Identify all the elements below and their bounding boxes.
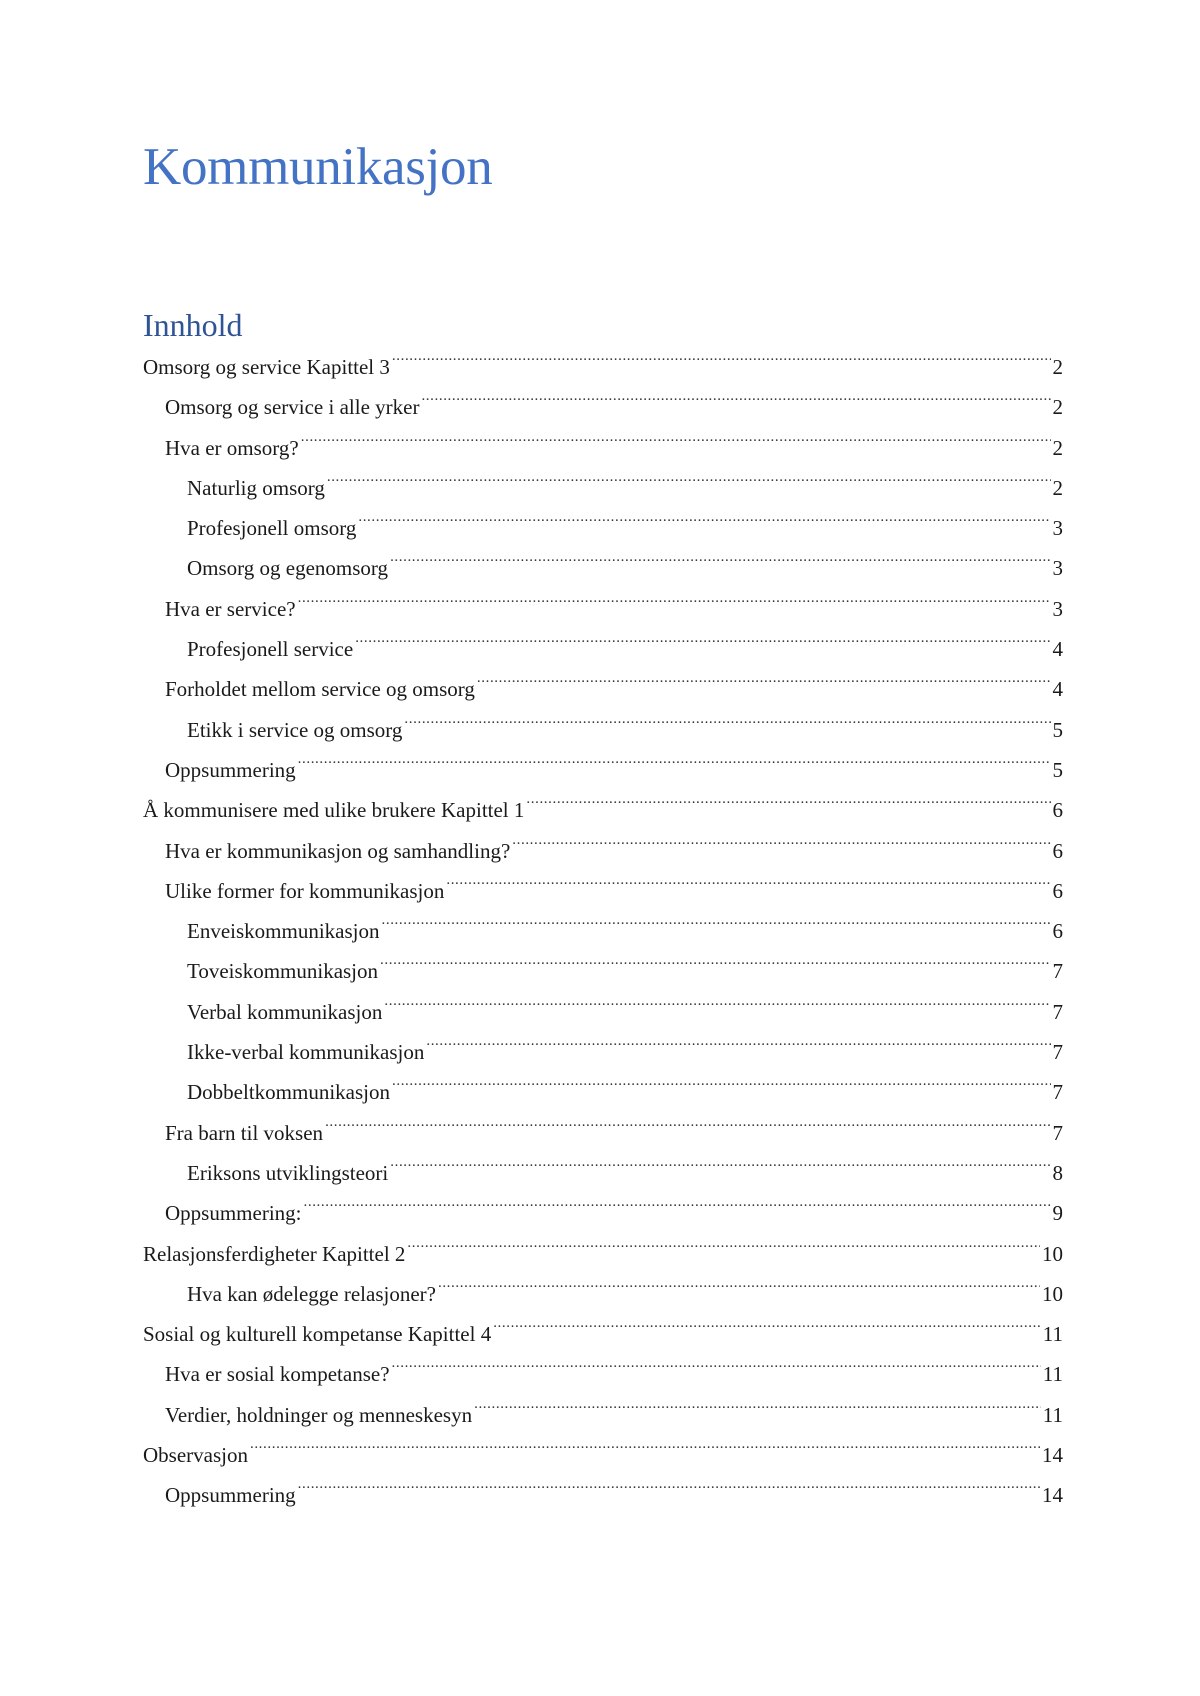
toc-dot-leader: [407, 1240, 1040, 1261]
toc-entry-text: Verbal kommunikasjon: [187, 999, 383, 1024]
toc-dot-leader: [477, 675, 1051, 696]
toc-dot-leader: [327, 474, 1051, 495]
toc-entry-text: Å kommunisere med ulike brukere Kapittel 1: [143, 798, 525, 823]
toc-entry-text: Oppsummering: [165, 1483, 296, 1508]
toc-entry-text: Hva kan ødelegge relasjoner?: [187, 1281, 436, 1306]
toc-entry[interactable]: [143, 548, 1063, 588]
toc-entry[interactable]: [143, 1395, 1063, 1435]
toc-entry[interactable]: [143, 871, 1063, 911]
toc-entry-text: Naturlig omsorg: [187, 475, 325, 500]
toc-entry-text: Eriksons utviklingsteori: [187, 1160, 389, 1185]
toc-entry[interactable]: [143, 669, 1063, 709]
toc-page-number: 4: [1052, 677, 1063, 702]
toc-dot-leader: [304, 1199, 1051, 1220]
toc-dot-leader: [301, 434, 1051, 455]
toc-page-number: 6: [1052, 878, 1063, 903]
toc-entry[interactable]: [143, 1475, 1063, 1515]
toc-entry[interactable]: [143, 1193, 1063, 1233]
toc-dot-leader: [438, 1280, 1040, 1301]
toc-page-number: 7: [1052, 1080, 1063, 1105]
toc-dot-leader: [298, 756, 1051, 777]
toc-page-number: 2: [1052, 435, 1063, 460]
toc-entry-text: Profesjonell service: [187, 637, 354, 662]
toc-page-number: 14: [1042, 1483, 1063, 1508]
toc-page-number: 2: [1052, 355, 1063, 379]
toc-entry[interactable]: [143, 347, 1063, 387]
toc-page-number: 7: [1052, 999, 1063, 1024]
toc-entry[interactable]: [143, 1113, 1063, 1153]
toc-dot-leader: [355, 635, 1050, 656]
toc-dot-leader: [426, 1038, 1050, 1059]
toc-page-number: 7: [1052, 1120, 1063, 1145]
toc-page-number: 6: [1052, 798, 1063, 823]
toc-entry[interactable]: [143, 1274, 1063, 1314]
toc-entry-text: Omsorg og egenomsorg: [187, 556, 389, 581]
toc-page-number: 10: [1042, 1241, 1063, 1266]
toc-page-number: 10: [1042, 1281, 1063, 1306]
table-of-contents: [143, 347, 1063, 1516]
toc-entry[interactable]: [143, 1153, 1063, 1193]
toc-page-number: 9: [1052, 1201, 1063, 1226]
toc-page-number: 5: [1052, 757, 1063, 782]
toc-page-number: 2: [1052, 475, 1063, 500]
toc-entry[interactable]: [143, 992, 1063, 1032]
toc-page-number: 3: [1052, 516, 1063, 541]
toc-dot-leader: [298, 595, 1051, 616]
toc-page-number: 7: [1052, 959, 1063, 984]
toc-dot-leader: [392, 1078, 1051, 1099]
toc-entry[interactable]: [143, 428, 1063, 468]
toc-entry[interactable]: [143, 1435, 1063, 1475]
toc-entry[interactable]: [143, 468, 1063, 508]
toc-entry-text: Hva er service?: [165, 596, 296, 621]
toc-entry[interactable]: [143, 1032, 1063, 1072]
toc-entry-text: Forholdet mellom service og omsorg: [165, 677, 475, 702]
toc-entry-text: Profesjonell omsorg: [187, 516, 357, 541]
toc-entry[interactable]: [143, 629, 1063, 669]
toc-dot-leader: [390, 554, 1050, 575]
toc-entry-text: Ulike former for kommunikasjon: [165, 878, 445, 903]
toc-dot-leader: [390, 1159, 1050, 1180]
document-title: Kommunikasjon: [143, 138, 493, 196]
toc-dot-leader: [325, 1119, 1050, 1140]
toc-entry[interactable]: [143, 387, 1063, 427]
toc-page-number: 4: [1052, 637, 1063, 662]
toc-entry[interactable]: [143, 831, 1063, 871]
toc-entry[interactable]: [143, 951, 1063, 991]
toc-page-number: 6: [1052, 919, 1063, 944]
toc-dot-leader: [493, 1320, 1041, 1341]
toc-page-number: 7: [1052, 1040, 1063, 1065]
toc-entry-text: Hva er sosial kompetanse?: [165, 1362, 390, 1387]
toc-entry[interactable]: [143, 911, 1063, 951]
toc-entry-text: Omsorg og service Kapittel 3: [143, 355, 390, 379]
toc-dot-leader: [358, 514, 1050, 535]
toc-entry-text: Sosial og kulturell kompetanse Kapittel 4: [143, 1322, 492, 1347]
toc-entry[interactable]: [143, 1234, 1063, 1274]
toc-heading: Innhold: [143, 307, 243, 343]
toc-entry-text: Oppsummering: [165, 757, 296, 782]
toc-entry[interactable]: [143, 589, 1063, 629]
toc-entry[interactable]: [143, 1314, 1063, 1354]
toc-dot-leader: [404, 716, 1050, 737]
toc-entry-text: Etikk i service og omsorg: [187, 717, 403, 742]
toc-dot-leader: [512, 837, 1050, 858]
toc-entry-text: Hva er omsorg?: [165, 435, 299, 460]
toc-dot-leader: [392, 353, 1051, 374]
toc-entry[interactable]: [143, 750, 1063, 790]
toc-dot-leader: [384, 998, 1050, 1019]
toc-entry[interactable]: [143, 508, 1063, 548]
toc-entry-text: Oppsummering:: [165, 1201, 302, 1226]
toc-dot-leader: [250, 1441, 1040, 1462]
toc-dot-leader: [421, 393, 1050, 414]
toc-page-number: 14: [1042, 1443, 1063, 1468]
toc-page-number: 3: [1052, 556, 1063, 581]
toc-dot-leader: [446, 877, 1050, 898]
toc-entry-text: Ikke-verbal kommunikasjon: [187, 1040, 425, 1065]
toc-entry-text: Enveiskommunikasjon: [187, 919, 380, 944]
toc-page-number: 11: [1042, 1362, 1063, 1387]
toc-page-number: 3: [1052, 596, 1063, 621]
toc-dot-leader: [526, 796, 1050, 817]
toc-dot-leader: [382, 917, 1051, 938]
toc-entry-text: Observasjon: [143, 1443, 248, 1468]
toc-page-number: 8: [1052, 1160, 1063, 1185]
toc-dot-leader: [474, 1401, 1041, 1422]
toc-entry[interactable]: [143, 1354, 1063, 1394]
toc-entry-text: Relasjonsferdigheter Kapittel 2: [143, 1241, 406, 1266]
toc-dot-leader: [380, 957, 1050, 978]
toc-page-number: 6: [1052, 838, 1063, 863]
toc-dot-leader: [392, 1360, 1041, 1381]
toc-entry-text: Omsorg og service i alle yrker: [165, 395, 420, 420]
toc-page-number: 5: [1052, 717, 1063, 742]
toc-entry[interactable]: [143, 710, 1063, 750]
toc-entry[interactable]: [143, 790, 1063, 830]
toc-entry-text: Fra barn til voksen: [165, 1120, 324, 1145]
toc-entry[interactable]: [143, 1072, 1063, 1112]
toc-entry-text: Hva er kommunikasjon og samhandling?: [165, 838, 511, 863]
toc-entry-text: Toveiskommunikasjon: [187, 959, 379, 984]
toc-page-number: 2: [1052, 395, 1063, 420]
toc-entry-text: Dobbeltkommunikasjon: [187, 1080, 390, 1105]
toc-dot-leader: [298, 1481, 1040, 1502]
toc-page-number: 11: [1042, 1322, 1063, 1347]
toc-page-number: 11: [1042, 1402, 1063, 1427]
toc-entry-text: Verdier, holdninger og menneskesyn: [165, 1402, 473, 1427]
